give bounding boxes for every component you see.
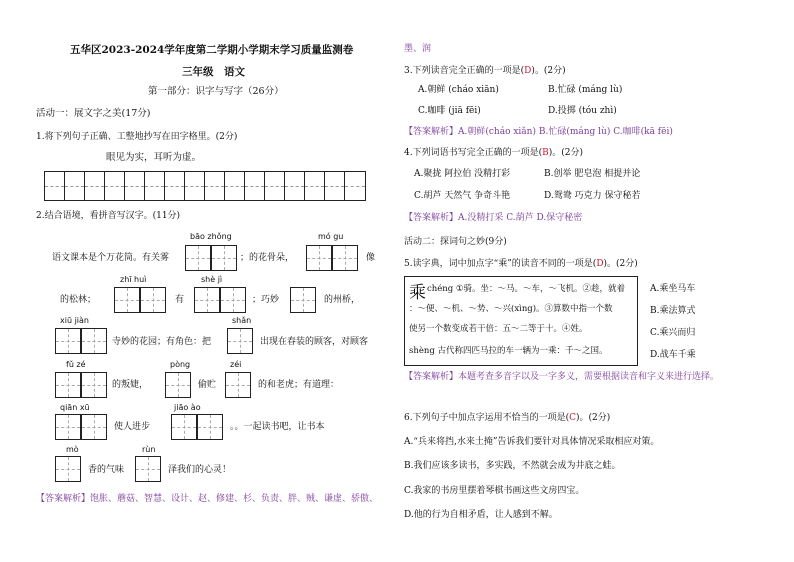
text-line3a: 寺妙的花园；有角色：把 xyxy=(112,337,212,347)
answer-box[interactable] xyxy=(55,328,81,354)
text-line4b: 偷贮 xyxy=(198,380,217,390)
answer-box[interactable] xyxy=(135,456,161,482)
text-line1a: 语文课本是个万花筒。有关雾 xyxy=(52,253,170,263)
text-line2b: 有 xyxy=(175,295,185,305)
text-line2d: 的州桥， xyxy=(324,295,361,305)
q6-option-c: C.我家的书房里摆着琴棋书画这些文房四宝。 xyxy=(404,486,585,496)
grade-subject: 三年级 语文 xyxy=(182,66,245,78)
q3-option-c: C.咖啡 (jiā fēi) xyxy=(418,106,481,116)
q3-explanation: 【答案解析】A.朝鲜(cháo xiǎn) B.忙碌(máng lù) C.咖啡(kā fēi) xyxy=(404,127,673,137)
q4-option-a: A.聚拢 阿拉伯 没精打彩 xyxy=(414,169,511,179)
q5-answer: D xyxy=(596,259,604,269)
answer-box[interactable] xyxy=(332,245,358,271)
text-line1c: 像 xyxy=(366,253,376,263)
answer-box[interactable] xyxy=(211,245,237,271)
q3-prompt: 3.下列读音完全正确的一项是(D)。(2分) xyxy=(404,66,566,76)
pinyin-xiujian: xiū jiàn xyxy=(60,316,89,325)
q3-option-b: B.忙碌 (máng lù) xyxy=(548,85,623,95)
q5-option-b: B.乘法算式 xyxy=(650,306,696,316)
q5-option-d: D.战车千乘 xyxy=(650,350,696,360)
pinyin-zhihui: zhī huì xyxy=(120,275,147,284)
answer-box[interactable] xyxy=(140,287,166,313)
pinyin-mo: mò xyxy=(66,445,79,454)
answer-box[interactable] xyxy=(55,456,81,482)
answer-box[interactable] xyxy=(81,372,107,398)
q5-option-c: C.乘兴而归 xyxy=(650,328,696,338)
answer-box[interactable] xyxy=(290,287,316,313)
pinyin-zei: zéi xyxy=(230,360,242,369)
text-line2c: ；巧妙 xyxy=(252,295,280,305)
part-title: 第一部分：识字与写字（26分） xyxy=(148,86,284,97)
text-line1b: ；的花骨朵， xyxy=(240,253,295,263)
text-line6b: 泽我们的心灵！ xyxy=(168,465,232,475)
text-line4c: 的和老虎；有道理： xyxy=(258,380,340,390)
answer-continuation: 墨、润 xyxy=(404,44,432,54)
answer-box[interactable] xyxy=(55,372,81,398)
q5-explanation: 【答案解析】本题考查多音字以及一字多义，需要根据读音和字义来进行选择。 xyxy=(404,372,720,382)
pinyin-mogu: mó gu xyxy=(318,232,344,241)
q6-prompt: 6.下列句子中加点字运用不恰当的一项是(C)。(2分) xyxy=(404,413,611,423)
q1-prompt: 1.将下列句子正确、工整地抄写在田字格里。(2分) xyxy=(36,132,238,142)
answer-box[interactable] xyxy=(194,287,220,313)
pinyin-shan: shǎn xyxy=(232,316,252,325)
answer-box[interactable] xyxy=(114,287,140,313)
text-line6a: 香的气味 xyxy=(88,465,125,475)
q4-option-b: B.创举 肥皂泡 相提并论 xyxy=(544,169,641,179)
q4-option-d: D.鸳鸯 巧克力 保守秘若 xyxy=(544,191,641,201)
answer-box[interactable] xyxy=(306,245,332,271)
q4-explanation: 【答案解析】A.没精打采 C.葫芦 D.保守秘密 xyxy=(404,213,583,223)
q6-option-b: B.我们应该多读书，多实践，不然就会成为井底之蛙。 xyxy=(404,461,621,471)
text-line5b: 。。一起读书吧，让书本 xyxy=(230,422,325,432)
text-line2a: 的松林； xyxy=(60,295,97,305)
q3-option-d: D.投掷 (tóu zhì) xyxy=(548,106,617,116)
pinyin-sheji: shè jì xyxy=(201,275,223,284)
copy-grid[interactable] xyxy=(44,171,366,201)
exam-title: 五华区2023-2024学年度第二学期小学期末学习质量监测卷 xyxy=(70,44,354,56)
pinyin-jiaoao: jiāo ào xyxy=(174,403,201,412)
pinyin-fuze: fǔ zé xyxy=(66,360,86,369)
answer-box[interactable] xyxy=(197,414,223,440)
q3-option-a: A.朝鲜 (cháo xiān) xyxy=(418,85,499,95)
q3-answer: D xyxy=(524,66,532,76)
answer-box[interactable] xyxy=(81,328,107,354)
q4-prompt: 4.下列词语书写完全正确的一项是(B)。(2分) xyxy=(404,148,583,158)
answer-box[interactable] xyxy=(165,372,191,398)
q5-option-a: A.乘坐马车 xyxy=(650,284,696,294)
answer-box[interactable] xyxy=(227,328,253,354)
answer-box[interactable] xyxy=(171,414,197,440)
answer-box[interactable] xyxy=(55,414,81,440)
pinyin-run: rùn xyxy=(142,445,156,454)
q2-prompt: 2.结合语境，看拼音写汉字。(11分) xyxy=(36,211,181,221)
q5-prompt: 5.读字典，词中加点字“乘”的读音不同的一项是(D)。(2分) xyxy=(404,259,638,269)
q6-answer: C xyxy=(569,413,576,423)
dictionary-char: 乘 xyxy=(409,283,426,303)
answer-box[interactable] xyxy=(185,245,211,271)
answer-box[interactable] xyxy=(220,287,246,313)
q2-answer xyxy=(36,494,378,505)
activity1-heading: 活动一：展文字之美(17分) xyxy=(36,108,151,119)
pinyin-qianxu: qiān xū xyxy=(60,403,90,412)
q6-option-a: A.“兵来将挡,水来土掩”告诉我们要针对具体情况采取相应对策。 xyxy=(404,437,660,447)
dictionary-line2: ：～便、～机、～势、～兴(xìng)。③算数中指一个数 xyxy=(409,304,613,314)
q6-option-d: D.他的行为自相矛盾，让人感到不解。 xyxy=(404,510,558,520)
text-line3b: 出现在春装的顾客，对顾客 xyxy=(260,337,369,347)
activity2-heading: 活动二：探词句之妙(9分) xyxy=(404,237,507,247)
q1-sentence: 眼见为实，耳听为虚。 xyxy=(106,152,202,163)
answer-box[interactable] xyxy=(81,414,107,440)
text-line4a: 的叛婕， xyxy=(112,380,149,390)
pinyin-pang: pòng xyxy=(170,360,191,369)
dictionary-line1: chéng ①骑。坐：～马。～车，～飞机。②趁，就着 xyxy=(427,284,626,294)
answer-text: 饱胀、蘑菇、智慧、设计、赵、修建、杉、负责、胖、贼、谦虚、骄傲、 xyxy=(90,494,379,504)
q4-option-c: C.胡芦 天然气 争奇斗艳 xyxy=(414,191,511,201)
answer-box[interactable] xyxy=(225,372,251,398)
dictionary-line3: 使另一个数变成若干倍：五～二等于十。④姓。 xyxy=(409,324,588,334)
answer-label: 【答案解析】 xyxy=(36,494,91,504)
dictionary-line4: shèng 古代称四匹马拉的车一辆为一乘：千～之国。 xyxy=(409,346,608,356)
text-line5a: 使人进步 xyxy=(114,422,151,432)
q4-answer: B xyxy=(542,148,549,158)
pinyin-baozhong: bāo zhǒng xyxy=(190,232,232,241)
